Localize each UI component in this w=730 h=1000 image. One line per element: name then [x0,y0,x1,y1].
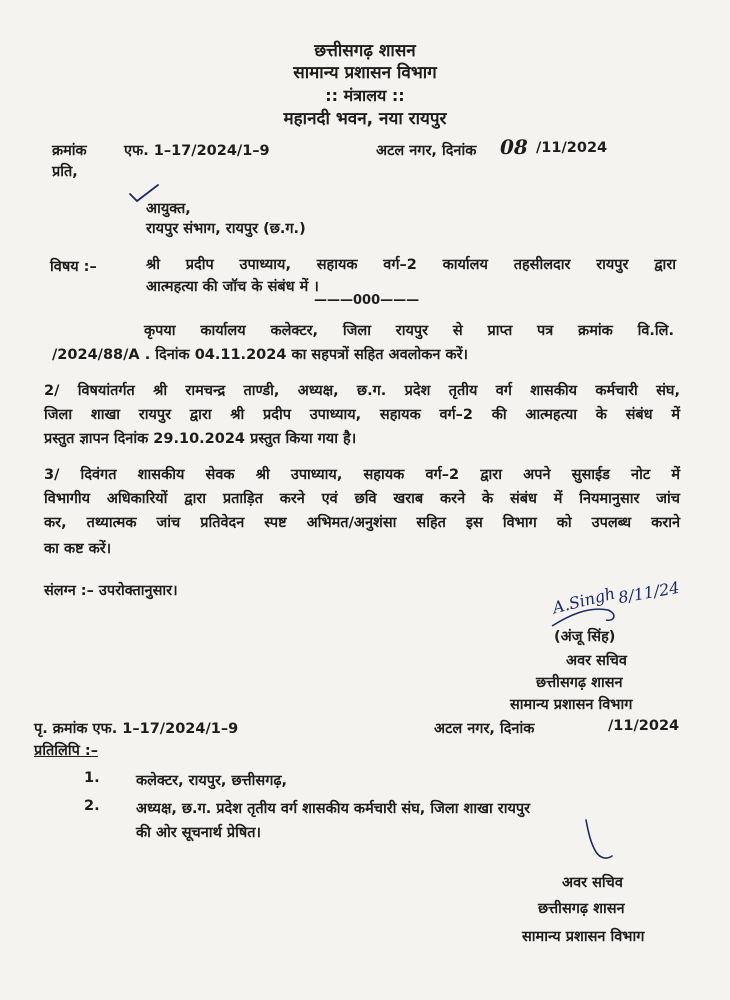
recipient-title: आयुक्त, [146,201,191,217]
copy-item-2-line1: अध्यक्ष, छ.ग. प्रदेश तृतीय वर्ग शासकीय कर्मचारी संघ, जिला शाखा रायपुर [136,801,531,817]
signatory1-name: (अंजू सिंह) [554,629,616,645]
header-govt: छत्तीसगढ़ शासन [314,41,416,61]
subject-line1: श्री प्रदीप उपाध्याय, सहायक वर्ग–2 कार्यालय तहसीलदार रायपुर द्वारा [146,257,676,273]
copy-kramank: पृ. क्रमांक एफ. 1–17/2024/1–9 [34,721,239,737]
copy-item-1-text: कलेक्टर, रायपुर, छत्तीसगढ़, [136,773,288,789]
signatory1-govt: छत्तीसगढ़ शासन [536,675,623,691]
signature-handwriting: A.Singh [550,583,617,618]
date-rest: /11/2024 [536,140,608,156]
signatory1-designation: अवर सचिव [566,653,627,669]
para1-line1: कृपया कार्यालय कलेक्टर, जिला रायपुर से प्राप्त पत्र क्रमांक वि.लि. [144,323,674,339]
para1-line2: /2024/88/A . दिनांक 04.11.2024 का सहपत्रों सहित अवलोकन करें। [52,347,469,363]
para2-line1: 2/ विषयांतर्गत श्री रामचन्द्र ताण्डी, अध्यक्ष, छ.ग. प्रदेश तृतीय वर्ग शासकीय कर्मचारी संघ, [44,383,680,399]
signatory2-govt: छत्तीसगढ़ शासन [538,901,625,917]
para2-line2: जिला शाखा रायपुर द्वारा श्री प्रदीप उपाध्याय, सहायक वर्ग–2 की आत्महत्या के संबंध में [44,407,680,423]
header-address: महानदी भवन, नया रायपुर [283,109,447,129]
subject-line2: आत्महत्या की जॉच के संबंध में । [146,279,319,295]
copy-item-1-num: 1. [84,770,100,786]
copy-place-date-label: अटल नगर, दिनांक [434,721,535,737]
copy-item-2-line2: की ओर सूचनार्थ प्रेषित। [136,825,262,841]
para3-line3: कर, तथ्यात्मक जांच प्रतिवेदन स्पष्ट अभिमत/अनुशंसा सहित इस विभाग को उपलब्ध कराने [44,515,680,531]
copy-date-rest: /11/2024 [608,718,680,734]
place-date-label: अटल नगर, दिनांक [376,143,477,159]
subject-separator: ———000——— [314,293,420,308]
handwritten-date: 08 [500,135,528,159]
header-dept: सामान्य प्रशासन विभाग [293,63,437,83]
header-mantralay: :: मंत्रालय :: [325,86,405,105]
kramank-label: क्रमांक [52,143,87,159]
signatory2-designation: अवर सचिव [562,875,623,891]
para3-line2: विभागीय अधिकारियों द्वारा प्रताड़ित करने एवं छवि खराब करने के संबंध में नियमानुसार जांच [44,491,680,507]
recipient-office: रायपुर संभाग, रायपुर (छ.ग.) [146,221,306,237]
subject-label: विषय :– [50,259,97,275]
para2-line3: प्रस्तुत ज्ञापन दिनांक 29.10.2024 प्रस्तुत किया गया है। [44,431,357,447]
signatory1-dept: सामान्य प्रशासन विभाग [510,697,633,713]
para3-line1: 3/ दिवंगत शासकीय सेवक श्री उपाध्याय, सहायक वर्ग–2 द्वारा अपने सुसाईड नोट में [44,467,680,483]
copy-to-label: प्रतिलिपि :– [34,743,98,759]
signature-date: 8/11/24 [616,577,681,608]
copy-item-2-num: 2. [84,798,100,814]
enclosure: संलग्न :– उपरोक्तानुसार। [44,583,178,599]
signatory2-dept: सामान्य प्रशासन विभाग [522,929,645,945]
prati-label: प्रति, [52,164,78,180]
initial-stroke-icon [578,816,618,864]
para3-line4: का कष्ट करें। [44,541,112,557]
kramank-value: एफ. 1–17/2024/1–9 [124,143,270,159]
